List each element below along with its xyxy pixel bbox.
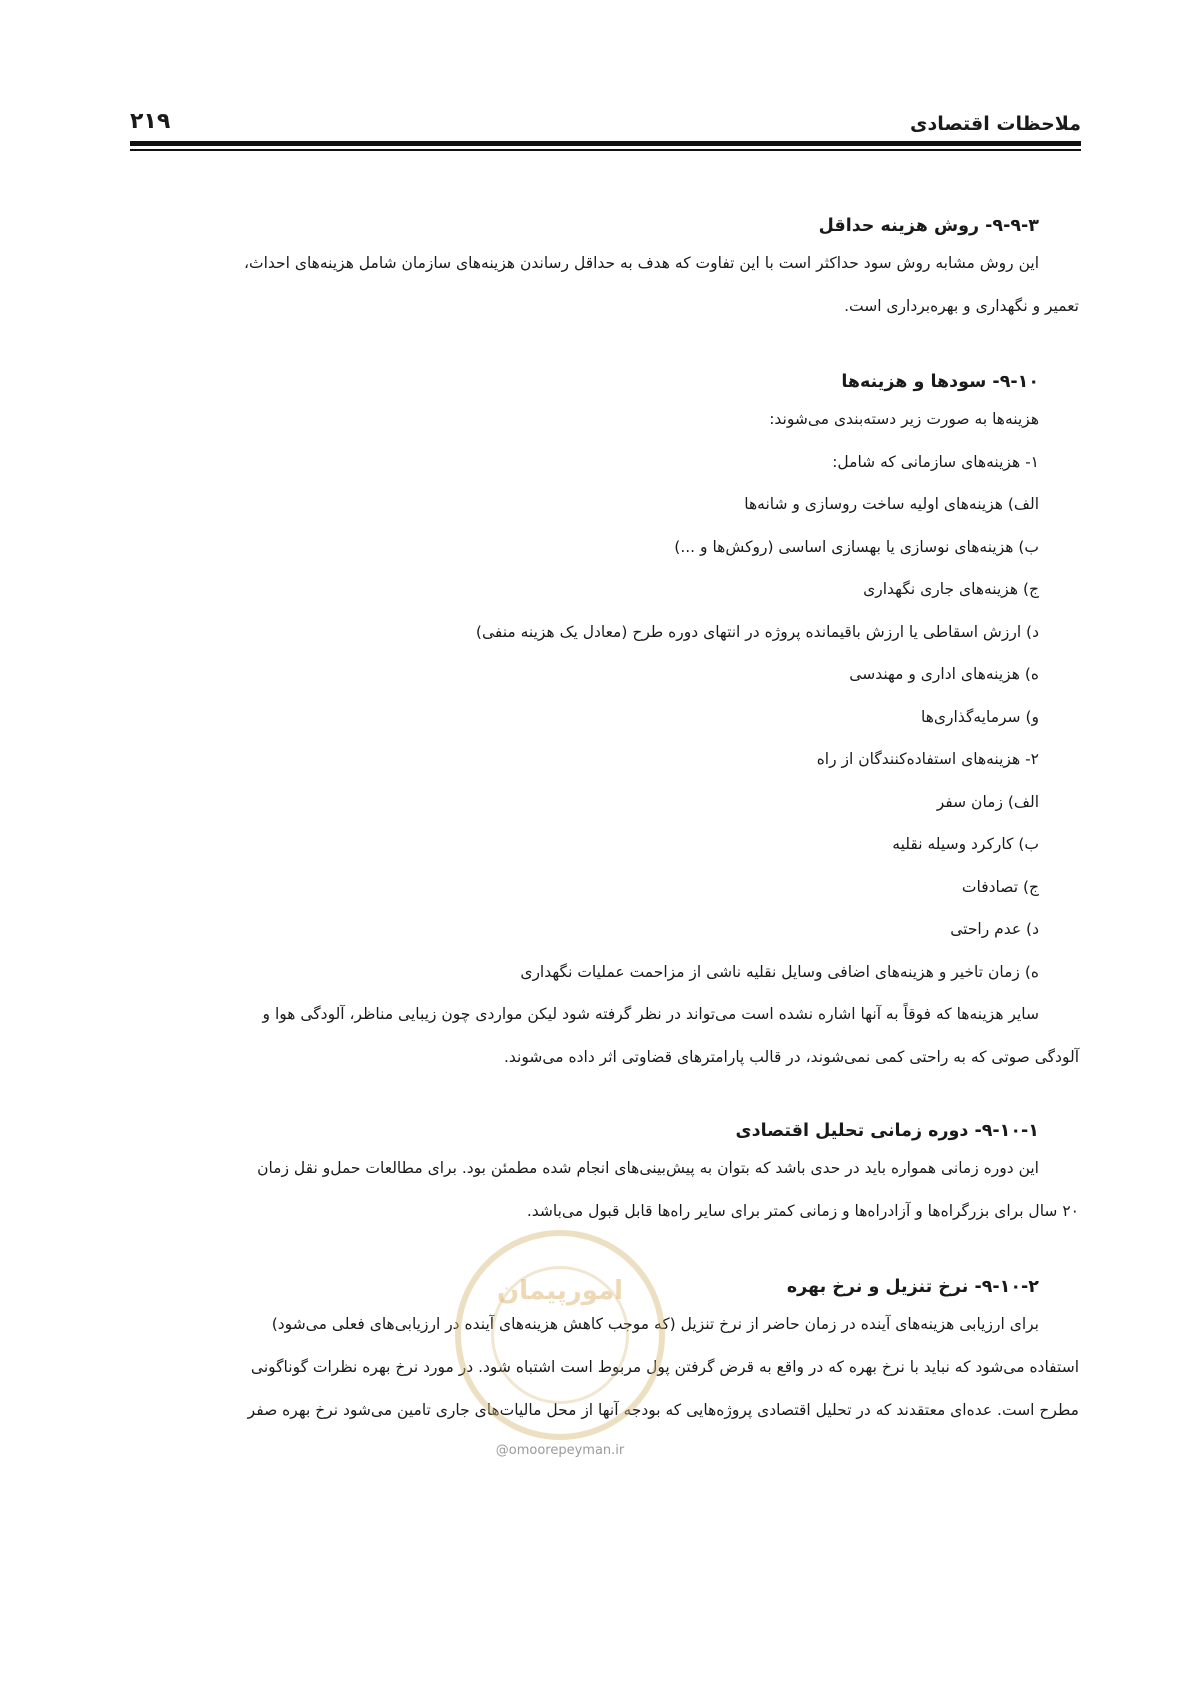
section-heading: ۹-۹-۳- روش هزینه حداقل — [818, 216, 1039, 236]
section-heading: ۹-۱۰-۱- دوره زمانی تحلیل اقتصادی — [735, 1121, 1039, 1141]
paragraph-line: برای ارزیابی هزینه‌های آینده در زمان حاضر از نرخ تنزیل (که موجب کاهش هزینه‌های آینده در ارزیابی‌های فعلی می‌شود) — [271, 1315, 1039, 1333]
list-item: ۱- هزینه‌های سازمانی که شامل: — [832, 452, 1039, 471]
header-rule-thick — [130, 141, 1081, 146]
list-item: هزینه‌ها به صورت زیر دسته‌بندی می‌شوند: — [769, 410, 1039, 428]
section-heading: ۹-۱۰-۲- نرخ تنزیل و نرخ بهره — [786, 1277, 1039, 1297]
page-header — [130, 95, 1081, 155]
section-heading: ۹-۱۰- سودها و هزینه‌ها — [841, 372, 1039, 392]
list-item: د) ارزش اسقاطی یا ارزش باقیمانده پروژه در انتهای دوره طرح (معادل یک هزینه منفی) — [475, 622, 1039, 641]
section-benefits-costs — [112, 366, 1079, 1079]
section-discount-rate — [112, 1271, 1079, 1432]
list-item: الف) هزینه‌های اولیه ساخت روسازی و شانه‌ها — [744, 495, 1039, 513]
page-number: ۲۱۹ — [130, 109, 171, 134]
section-analysis-period — [112, 1115, 1079, 1233]
header-rule-thin — [130, 149, 1081, 151]
list-item: ۲- هزینه‌های استفاده‌کنندگان از راه — [816, 750, 1039, 768]
list-item: ب) کارکرد وسیله نقلیه — [892, 835, 1039, 853]
list-item: ج) تصادفات — [961, 877, 1039, 896]
list-item: ب) هزینه‌های نوسازی یا بهسازی اساسی (روکش‌ها و ...) — [674, 537, 1039, 556]
paragraph-line: مطرح است. عده‌ای معتقدند که در تحلیل اقتصادی پروژه‌هایی که بودجه آنها از محل مالیات‌های جاری تامین می‌شود نرخ بهره صفر — [247, 1401, 1079, 1419]
list-item: د) عدم راحتی — [950, 920, 1039, 938]
page-body — [112, 210, 1079, 1432]
watermark-url: @omoorepeyman.ir — [495, 1443, 625, 1458]
paragraph-line: سایر هزینه‌ها که فوقاً به آنها اشاره نشده است می‌تواند در نظر گرفته شود لیکن مواردی چون زیبایی مناظر، آلودگی هوا و — [262, 1005, 1039, 1023]
watermark-logo-text: امورپیمان — [496, 1276, 624, 1306]
list-item: الف) زمان سفر — [936, 792, 1039, 811]
list-item: ه) زمان تاخیر و هزینه‌های اضافی وسایل نقلیه ناشی از مزاحمت عملیات نگهداری — [520, 962, 1039, 981]
running-title: ملاحظات اقتصادی — [910, 113, 1081, 135]
section-min-cost — [112, 210, 1079, 328]
paragraph-line: ۲۰ سال برای بزرگراه‌ها و آزادراه‌ها و زمانی کمتر برای سایر راه‌ها قابل قبول می‌باشد. — [526, 1202, 1079, 1220]
paragraph-line: این روش مشابه روش سود حداکثر است با این تفاوت که هدف به حداقل رساندن هزینه‌های سازمان شامل هزینه‌های احداث، — [243, 254, 1039, 272]
list-item: ه) هزینه‌های اداری و مهندسی — [849, 665, 1039, 683]
paragraph-line: تعمیر و نگهداری و بهره‌برداری است. — [844, 297, 1079, 315]
paragraph-line: آلودگی صوتی که به راحتی کمی نمی‌شوند، در قالب پارامترهای قضاوتی اثر داده می‌شوند. — [503, 1048, 1079, 1066]
list-item: و) سرمایه‌گذاری‌ها — [921, 707, 1039, 726]
list-item: ج) هزینه‌های جاری نگهداری — [863, 580, 1039, 598]
paragraph-line: استفاده می‌شود که نباید با نرخ بهره که در واقع به قرض گرفتن پول مربوط است اشتباه شود. در مورد نرخ بهره نظرات گوناگونی — [250, 1358, 1079, 1376]
paragraph-line: این دوره زمانی همواره باید در حدی باشد که بتوان به پیش‌بینی‌های انجام شده مطمئن بود. برای مطالعات حمل‌و نقل زمان — [257, 1159, 1039, 1177]
